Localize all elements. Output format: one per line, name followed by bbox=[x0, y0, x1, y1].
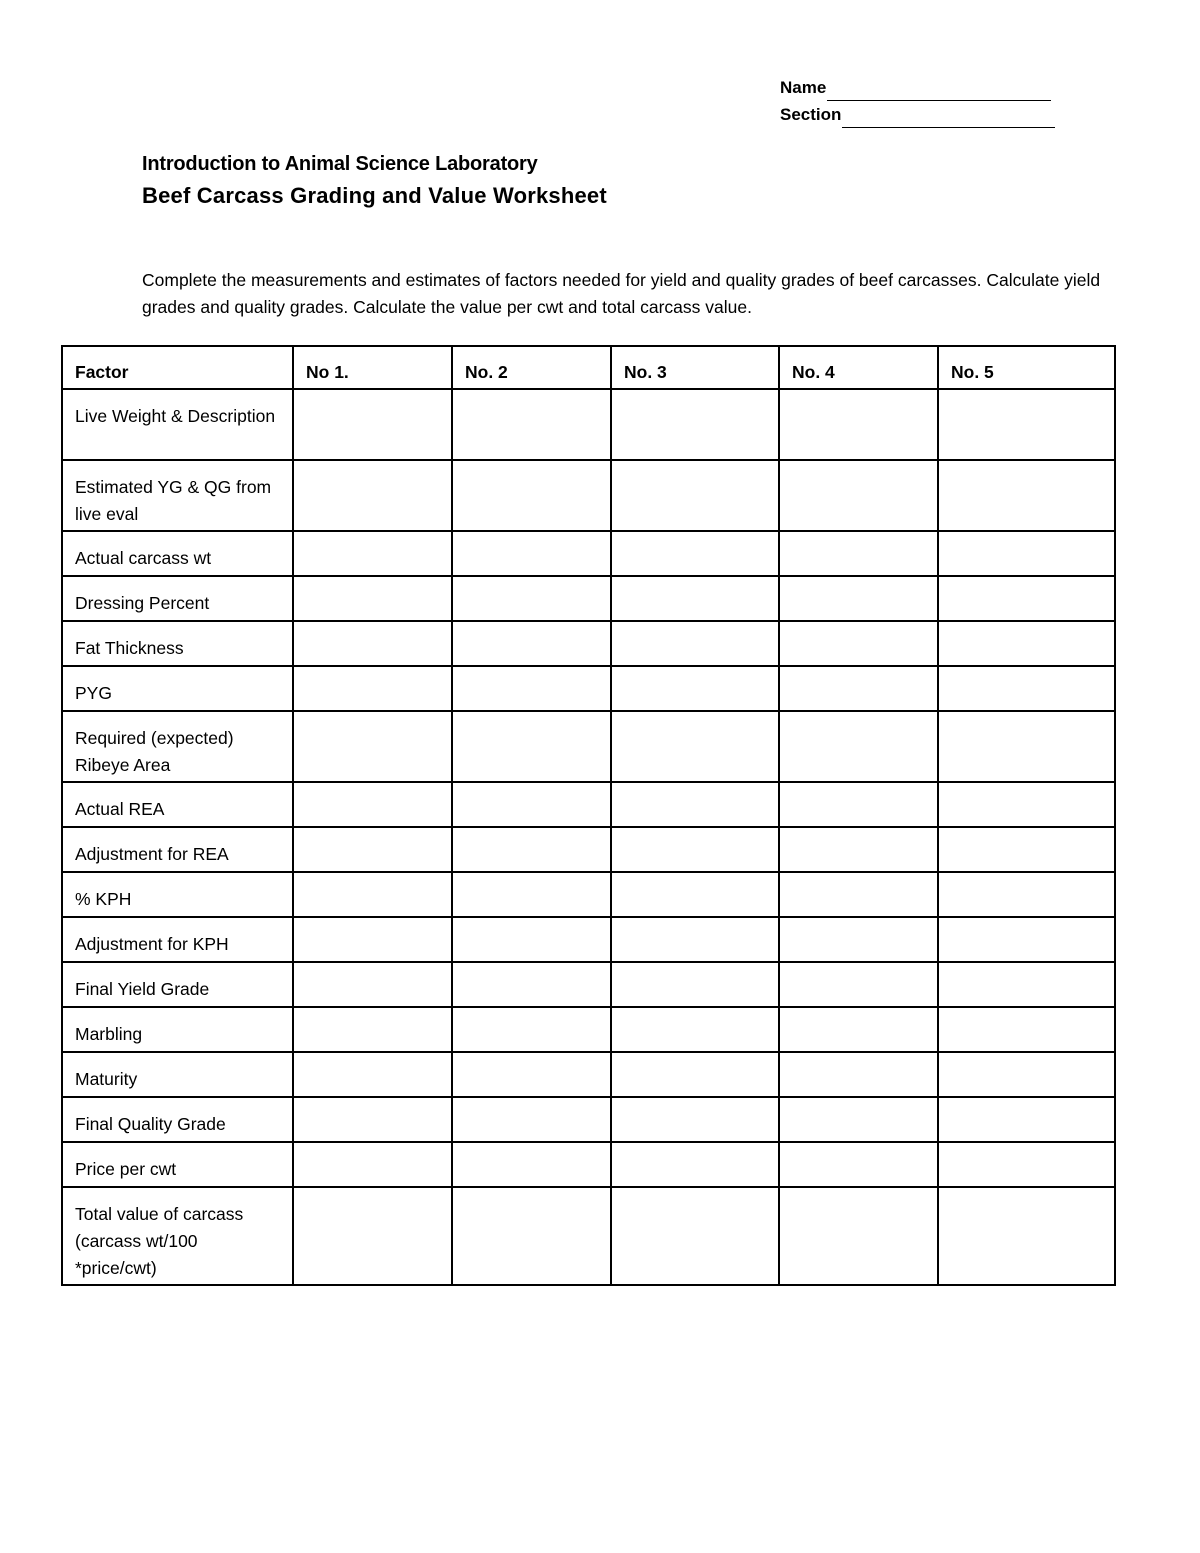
entry-cell-no3[interactable] bbox=[611, 827, 779, 872]
entry-cell-no5[interactable] bbox=[938, 1052, 1115, 1097]
entry-cell-no2[interactable] bbox=[452, 576, 611, 621]
entry-cell-no3[interactable] bbox=[611, 621, 779, 666]
section-line bbox=[780, 101, 1055, 128]
factor-label: PYG bbox=[62, 666, 293, 711]
table-row bbox=[62, 872, 1115, 917]
entry-cell-no3[interactable] bbox=[611, 1007, 779, 1052]
name-section-block bbox=[780, 74, 1055, 128]
table-row bbox=[62, 782, 1115, 827]
factor-label: Actual carcass wt bbox=[62, 531, 293, 576]
factor-label: Required (expected) Ribeye Area bbox=[62, 711, 293, 782]
entry-cell-no1[interactable] bbox=[293, 872, 452, 917]
factor-label: Adjustment for KPH bbox=[62, 917, 293, 962]
entry-cell-no1[interactable] bbox=[293, 621, 452, 666]
col-header-factor: Factor bbox=[62, 346, 293, 389]
table-row bbox=[62, 917, 1115, 962]
entry-cell-no4[interactable] bbox=[779, 531, 938, 576]
table-row bbox=[62, 531, 1115, 576]
table-row bbox=[62, 389, 1115, 460]
entry-cell-no2[interactable] bbox=[452, 1142, 611, 1187]
factor-label: Estimated YG & QG from live eval bbox=[62, 460, 293, 531]
table-row bbox=[62, 827, 1115, 872]
entry-cell-no1[interactable] bbox=[293, 576, 452, 621]
entry-cell-no1[interactable] bbox=[293, 389, 452, 460]
factor-label: % KPH bbox=[62, 872, 293, 917]
col-header-no5: No. 5 bbox=[938, 346, 1115, 389]
entry-cell-no5[interactable] bbox=[938, 1097, 1115, 1142]
entry-cell-no5[interactable] bbox=[938, 621, 1115, 666]
entry-cell-no4[interactable] bbox=[779, 460, 938, 531]
entry-cell-no5[interactable] bbox=[938, 711, 1115, 782]
entry-cell-no2[interactable] bbox=[452, 962, 611, 1007]
section-label: Section bbox=[780, 105, 842, 124]
entry-cell-no1[interactable] bbox=[293, 666, 452, 711]
entry-cell-no2[interactable] bbox=[452, 531, 611, 576]
name-label: Name bbox=[780, 78, 827, 97]
factor-label: Maturity bbox=[62, 1052, 293, 1097]
table-row bbox=[62, 711, 1115, 782]
entry-cell-no3[interactable] bbox=[611, 666, 779, 711]
entry-cell-no1[interactable] bbox=[293, 1142, 452, 1187]
entry-cell-no4[interactable] bbox=[779, 872, 938, 917]
entry-cell-no1[interactable] bbox=[293, 711, 452, 782]
entry-cell-no3[interactable] bbox=[611, 531, 779, 576]
col-header-no1: No 1. bbox=[293, 346, 452, 389]
entry-cell-no4[interactable] bbox=[779, 1007, 938, 1052]
table-row bbox=[62, 576, 1115, 621]
entry-cell-no1[interactable] bbox=[293, 1097, 452, 1142]
entry-cell-no2[interactable] bbox=[452, 1052, 611, 1097]
entry-cell-no5[interactable] bbox=[938, 531, 1115, 576]
entry-cell-no2[interactable] bbox=[452, 1007, 611, 1052]
entry-cell-no3[interactable] bbox=[611, 1097, 779, 1142]
entry-cell-no3[interactable] bbox=[611, 389, 779, 460]
factor-label: Live Weight & Description bbox=[62, 389, 293, 460]
table-row bbox=[62, 460, 1115, 531]
entry-cell-no1[interactable] bbox=[293, 1187, 452, 1285]
page-title: Beef Carcass Grading and Value Worksheet bbox=[142, 183, 607, 208]
table-row bbox=[62, 1007, 1115, 1052]
entry-cell-no4[interactable] bbox=[779, 827, 938, 872]
name-field[interactable] bbox=[827, 83, 1051, 101]
entry-cell-no3[interactable] bbox=[611, 576, 779, 621]
factor-label: Price per cwt bbox=[62, 1142, 293, 1187]
table-row bbox=[62, 621, 1115, 666]
factor-label: Total value of carcass (carcass wt/100 *price/cwt) bbox=[62, 1187, 293, 1285]
entry-cell-no2[interactable] bbox=[452, 460, 611, 531]
entry-cell-no5[interactable] bbox=[938, 827, 1115, 872]
table-row bbox=[62, 1187, 1115, 1285]
entry-cell-no3[interactable] bbox=[611, 1187, 779, 1285]
entry-cell-no1[interactable] bbox=[293, 460, 452, 531]
entry-cell-no4[interactable] bbox=[779, 1097, 938, 1142]
entry-cell-no5[interactable] bbox=[938, 872, 1115, 917]
entry-cell-no4[interactable] bbox=[779, 621, 938, 666]
name-line bbox=[780, 74, 1055, 101]
col-header-no4: No. 4 bbox=[779, 346, 938, 389]
entry-cell-no4[interactable] bbox=[779, 389, 938, 460]
col-header-no2: No. 2 bbox=[452, 346, 611, 389]
table-row bbox=[62, 1052, 1115, 1097]
table-row bbox=[62, 1142, 1115, 1187]
factor-label: Marbling bbox=[62, 1007, 293, 1052]
col-header-no3: No. 3 bbox=[611, 346, 779, 389]
entry-cell-no4[interactable] bbox=[779, 666, 938, 711]
entry-cell-no2[interactable] bbox=[452, 872, 611, 917]
entry-cell-no2[interactable] bbox=[452, 782, 611, 827]
factor-label: Dressing Percent bbox=[62, 576, 293, 621]
instructions: Complete the measurements and estimates of factors needed for yield and quality grades of beef carcasses. Calculate yield grades and quality grades. Calculate the value per cwt and total carcass value. bbox=[142, 270, 1101, 317]
entry-cell-no5[interactable] bbox=[938, 1187, 1115, 1285]
entry-cell-no4[interactable] bbox=[779, 1052, 938, 1097]
table-row bbox=[62, 1097, 1115, 1142]
factor-label: Actual REA bbox=[62, 782, 293, 827]
entry-cell-no5[interactable] bbox=[938, 460, 1115, 531]
entry-cell-no4[interactable] bbox=[779, 1187, 938, 1285]
entry-cell-no1[interactable] bbox=[293, 1052, 452, 1097]
entry-cell-no5[interactable] bbox=[938, 389, 1115, 460]
entry-cell-no5[interactable] bbox=[938, 666, 1115, 711]
entry-cell-no5[interactable] bbox=[938, 576, 1115, 621]
entry-cell-no4[interactable] bbox=[779, 1142, 938, 1187]
entry-cell-no4[interactable] bbox=[779, 576, 938, 621]
entry-cell-no4[interactable] bbox=[779, 782, 938, 827]
table-row bbox=[62, 962, 1115, 1007]
entry-cell-no1[interactable] bbox=[293, 782, 452, 827]
entry-cell-no3[interactable] bbox=[611, 1052, 779, 1097]
entry-cell-no1[interactable] bbox=[293, 531, 452, 576]
entry-cell-no2[interactable] bbox=[452, 827, 611, 872]
entry-cell-no3[interactable] bbox=[611, 872, 779, 917]
entry-cell-no5[interactable] bbox=[938, 782, 1115, 827]
entry-cell-no4[interactable] bbox=[779, 917, 938, 962]
entry-cell-no3[interactable] bbox=[611, 962, 779, 1007]
entry-cell-no2[interactable] bbox=[452, 389, 611, 460]
entry-cell-no1[interactable] bbox=[293, 917, 452, 962]
header-row bbox=[62, 346, 1115, 389]
entry-cell-no2[interactable] bbox=[452, 1187, 611, 1285]
grading-table bbox=[61, 345, 1116, 1286]
entry-cell-no2[interactable] bbox=[452, 711, 611, 782]
entry-cell-no5[interactable] bbox=[938, 962, 1115, 1007]
entry-cell-no5[interactable] bbox=[938, 917, 1115, 962]
factor-label: Fat Thickness bbox=[62, 621, 293, 666]
entry-cell-no2[interactable] bbox=[452, 1097, 611, 1142]
course-title: Introduction to Animal Science Laboratory bbox=[142, 153, 538, 175]
entry-cell-no2[interactable] bbox=[452, 917, 611, 962]
entry-cell-no5[interactable] bbox=[938, 1007, 1115, 1052]
entry-cell-no3[interactable] bbox=[611, 782, 779, 827]
entry-cell-no3[interactable] bbox=[611, 1142, 779, 1187]
entry-cell-no4[interactable] bbox=[779, 962, 938, 1007]
section-field[interactable] bbox=[842, 110, 1055, 128]
entry-cell-no5[interactable] bbox=[938, 1142, 1115, 1187]
table-row bbox=[62, 666, 1115, 711]
factor-label: Final Quality Grade bbox=[62, 1097, 293, 1142]
factor-label: Adjustment for REA bbox=[62, 827, 293, 872]
factor-label: Final Yield Grade bbox=[62, 962, 293, 1007]
entry-cell-no1[interactable] bbox=[293, 1007, 452, 1052]
entry-cell-no1[interactable] bbox=[293, 962, 452, 1007]
entry-cell-no1[interactable] bbox=[293, 827, 452, 872]
entry-cell-no4[interactable] bbox=[779, 711, 938, 782]
entry-cell-no3[interactable] bbox=[611, 711, 779, 782]
entry-cell-no3[interactable] bbox=[611, 917, 779, 962]
entry-cell-no2[interactable] bbox=[452, 621, 611, 666]
entry-cell-no3[interactable] bbox=[611, 460, 779, 531]
entry-cell-no2[interactable] bbox=[452, 666, 611, 711]
